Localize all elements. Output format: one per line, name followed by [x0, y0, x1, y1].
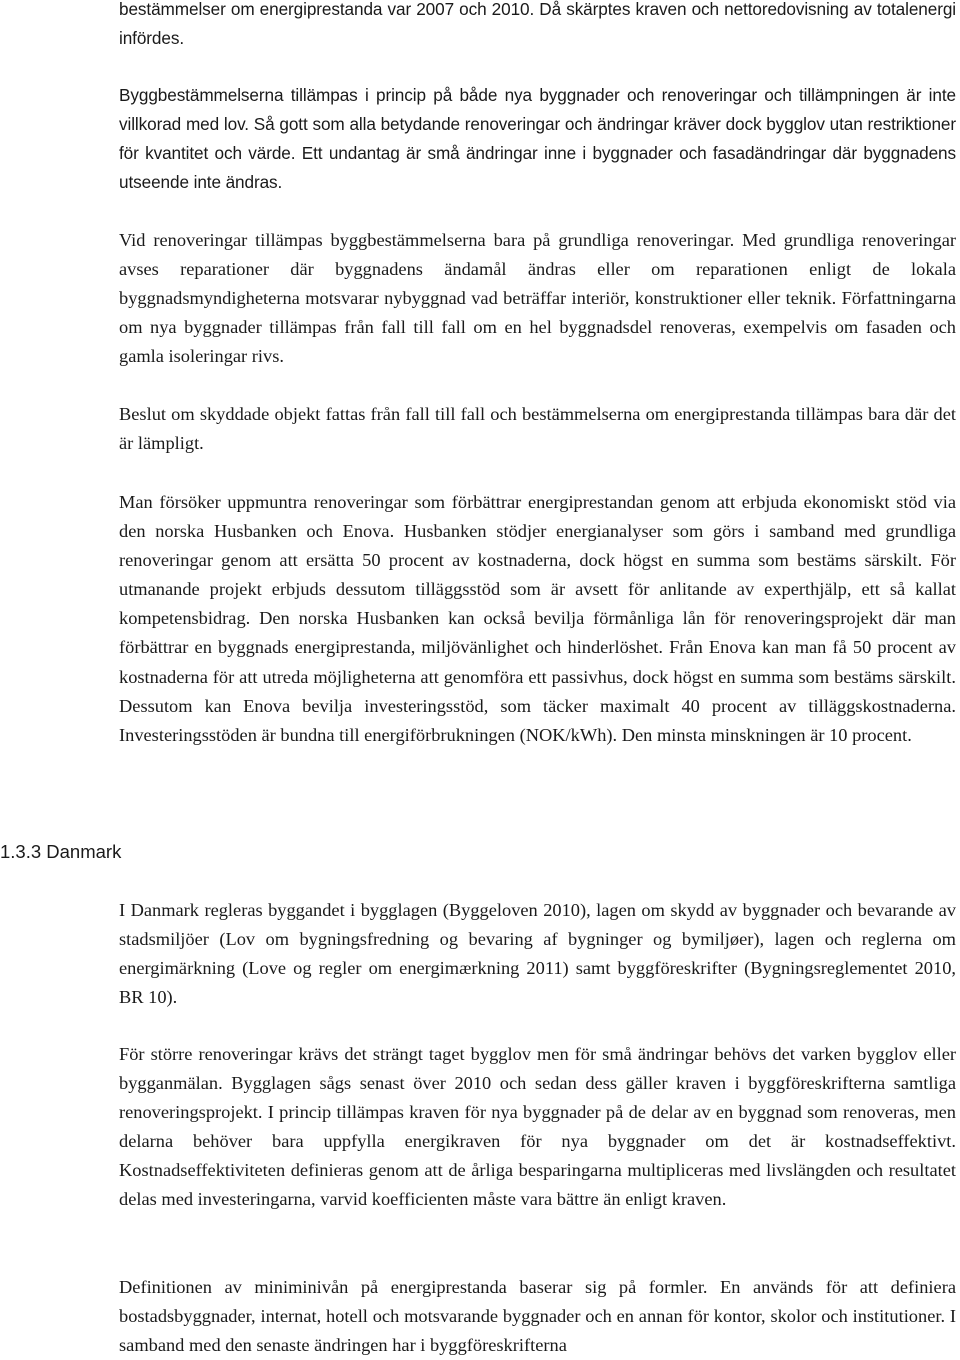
paragraph-building-permit-requirements: För större renoveringar krävs det strängt taget bygglov men för små ändringar behövs det varken bygglov eller bygganmälan. Bygglagen sågs senast över 2010 och sedan dess gäller kraven i byggföreskrifterna samtliga renoveringsprojekt. I princip tillämpas kraven för nya byggnader på de delar av en byggnad som renoveras, men delarna behöver bara uppfylla energikraven för nya byggnader om det är kostnadseffektivt. Kostnadseffektiviteten definieras genom att de årliga besparingarna multipliceras med livslängden och resultatet delas med investeringarna, varvid koefficienten måste vara bättre än enligt kraven. — [119, 1044, 956, 1210]
paragraph-minimum-energy-level: Definitionen av miniminivån på energiprestanda baserar sig på formler. En används för att definiera bostadsbyggnader, internat, hotell och motsvarande byggnader och en annan för kontor, skolor och institutioner. I samband med den senaste ändringen har i byggföreskrifterna — [119, 1277, 956, 1356]
paragraph-thorough-renovations: Vid renoveringar tillämpas byggbestämmelserna bara på grundliga renoveringar. Med grundliga renoveringar avses reparationer där byggnadens ändamål ändras eller om reparationen enligt de lokala byggnadsmyndigheterna motsvarar nybyggnad vad beträffar interiör, konstruktioner eller teknik. Författningarna om nya byggnader tillämpas från fall till fall om en hel byggnadsdel renoveras, exempelvis om fasaden och gamla isoleringar rivs. — [119, 230, 956, 367]
paragraph-danish-legislation: I Danmark regleras byggandet i bygglagen (Byggeloven 2010), lagen om skydd av byggnader och bevarande av stadsmiljöer (Lov om bygningsfredning og bevaring af bygninger og bymiljøer), lagen och reglerna om energimärkning (Love og regler om energimærkning 2011) samt byggföreskrifter (Bygningsreglementet 2010, BR 10). — [119, 900, 956, 1008]
paragraph-building-regulations-scope: Byggbestämmelserna tillämpas i princip på både nya byggnader och renoveringar och tillämpningen är inte villkorad med lov. Så gott som alla betydande renoveringar och ändringar kräver dock bygglov utan restriktioner för kvantitet och värde. Ett undantag är små ändringar inne i byggnader och fasadändringar där byggnadens utseende inte ändras. — [119, 85, 956, 193]
paragraph-financial-support: Man försöker uppmuntra renoveringar som förbättrar energiprestandan genom att erbjuda ekonomiskt stöd via den norska Husbanken och Enova. Husbanken stödjer energianalyser som görs i samband med grundliga renoveringar genom att ersätta 50 procent av kostnaderna, dock högst en summa som bestäms särskilt. För utmanande projekt erbjuds dessutom tilläggsstöd som är avsett för anlitande av experthjälp, ett så kallat kompetensbidrag. Den norska Husbanken kan också bevilja förmånliga lån för renoveringsprojekt där man förbättrar en byggnads energiprestanda, miljövänlighet och hinderlöshet. Från Enova kan man få 50 procent av kostnaderna för att utreda möjligheterna att genomföra ett passivhus, dock högst en summa som bestäms särskilt. Dessutom kan Enova bevilja investeringsstöd, som täcker maximalt 40 procent av tilläggskostnaderna. Investeringsstöden är bundna till energiförbrukningen (NOK/kWh). Den minsta minskningen är 10 procent. — [119, 492, 956, 745]
paragraph-energy-requirements-history: bestämmelser om energiprestanda var 2007 och 2010. Då skärptes kraven och nettoredovisning av totalenergi infördes. — [119, 0, 956, 49]
paragraph-protected-objects: Beslut om skyddade objekt fattas från fall till fall och bestämmelserna om energiprestanda tillämpas bara där det är lämpligt. — [119, 404, 956, 454]
section-heading-denmark: 1.3.3 Danmark — [0, 841, 122, 862]
